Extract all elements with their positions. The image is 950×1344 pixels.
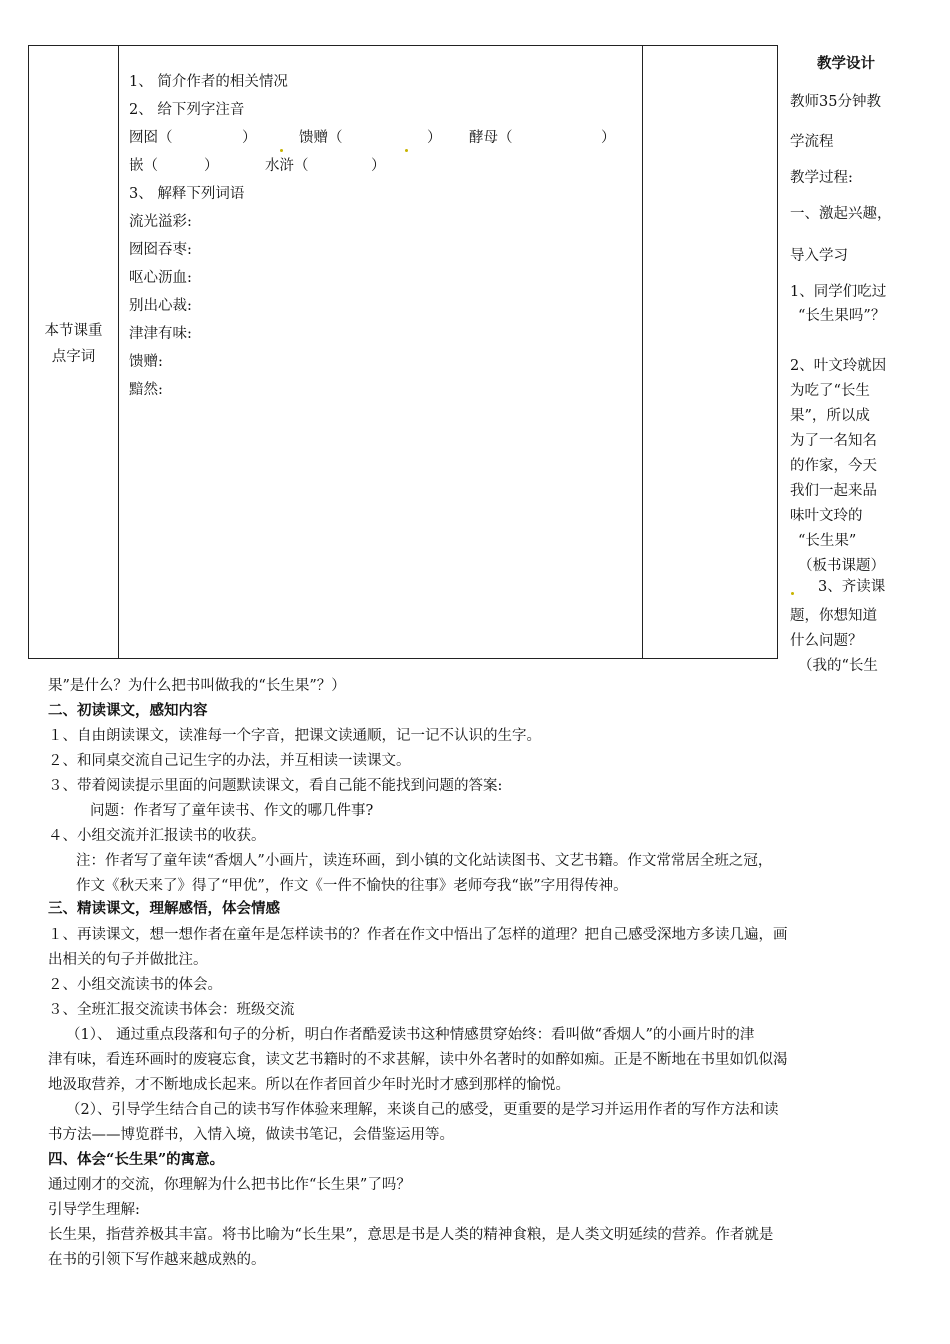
body-line: 长生果，指营养极其丰富。将书比喻为“长生果”，意思是书是人类的精神食粮，是人类文明延续的营养。作者就是 [48, 1227, 774, 1243]
side-line: （我的“长生 [798, 658, 878, 674]
side-line: 为吃了“长生 [790, 383, 870, 399]
side-line: “长生果” [798, 533, 857, 549]
key-words-label: 本节课重 点字词 [44, 323, 103, 365]
table-divider-1 [118, 46, 119, 658]
task-explain-words: 3、 解释下列词语 [129, 186, 245, 202]
side-line: 果”，所以成 [790, 408, 870, 424]
body-line: （1）、 通过重点段落和句子的分析，明白作者酷爱读书这种情感贯穿始终：看叫做“香烟人”的小画片时的津 [66, 1027, 755, 1043]
task-author-intro: 1、 简介作者的相关情况 [129, 74, 288, 90]
word-item: 呕心沥血: [129, 270, 192, 286]
body-line: 注：作者写了童年读“香烟人”小画片，读连环画，到小镇的文化站读图书、文艺书籍。作文常常居全班之冠， [76, 853, 773, 869]
side-line: 我们一起来品 [790, 483, 877, 499]
key-words-content [129, 68, 629, 404]
word-item: 别出心裁: [129, 298, 192, 314]
side-line: 1、同学们吃过 [790, 284, 887, 300]
section-heading-2: 二、初读课文，感知内容 [48, 702, 208, 719]
body-line: ４、小组交流并汇报读书的收获。 [48, 828, 266, 844]
side-line: 2、叶文玲就因 [790, 358, 887, 374]
table-divider-2 [642, 46, 643, 658]
side-line: “长生果吗”？ [798, 308, 886, 324]
side-line: 教学过程: [790, 170, 853, 186]
side-line: 味叶文玲的 [790, 508, 863, 524]
body-line: １、再读课文，想一想作者在童年是怎样读书的？作者在作文中悟出了怎样的道理？把自己感受深地方多读几遍，画 [48, 927, 788, 943]
side-line: （板书课题） [798, 558, 885, 574]
side-line: 的作家，今天 [790, 458, 877, 474]
mark-dot [279, 124, 284, 152]
side-line: 一、激起兴趣， [790, 206, 892, 222]
body-line: ３、带着阅读提示里面的问题默读课文，看自己能不能找到问题的答案: [48, 778, 503, 794]
word-item: 黯然: [129, 382, 163, 398]
teaching-design-title: 教学设计 [817, 55, 875, 72]
side-line: 学流程 [790, 134, 834, 150]
side-line: 3、齐读课 [818, 579, 886, 595]
section-heading-3: 三、精读课文，理解感悟，体会情感 [48, 900, 280, 917]
body-line: 书方法——博览群书，入情入境，做读书笔记，会借鉴运用等。 [48, 1127, 454, 1143]
body-line: （2）、引导学生结合自己的读书写作体验来理解，来谈自己的感受，更重要的是学习并运用作者的写作方法和读 [66, 1102, 779, 1118]
mark-dot [790, 579, 795, 595]
body-line: 作文《秋天来了》得了“甲优”，作文《一件不愉快的往事》老师夸我“嵌”字用得传神。 [76, 878, 628, 894]
side-line: 教师35分钟教 [790, 94, 881, 110]
body-line: ２、和同桌交流自己记生字的办法，并互相读一读课文。 [48, 753, 411, 769]
word-item: 囫囵吞枣: [129, 242, 192, 258]
body-line: 出相关的句子并做批注。 [48, 952, 208, 968]
body-line: 问题：作者写了童年读书、作文的哪几件事? [90, 803, 374, 819]
body-line: 果”是什么？为什么把书叫做我的“长生果”？） [48, 678, 346, 694]
lesson-table [28, 45, 778, 659]
word-item: 津津有味: [129, 326, 192, 342]
side-line: 题，你想知道 [790, 608, 877, 624]
body-line: ２、小组交流读书的体会。 [48, 977, 222, 993]
body-line: 地汲取营养，才不断地成长起来。所以在作者回首少年时光时才感到那样的愉悦。 [48, 1077, 570, 1093]
body-line: 通过刚才的交流，你理解为什么把书比作“长生果”了吗？ [48, 1177, 411, 1193]
side-line: 什么问题？ [790, 633, 863, 649]
body-line: １、自由朗读课文，读准每一个字音，把课文读通顺，记一记不认识的生字。 [48, 728, 541, 744]
side-line: 为了一名知名 [790, 433, 877, 449]
body-line: 津有味，看连环画时的废寝忘食，读文艺书籍时的不求甚解，读中外名著时的如醉如痴。正是不断地在书里如饥似渴 [48, 1052, 788, 1068]
word-item: 流光溢彩: [129, 214, 192, 230]
pinyin-row-1: 囫囵（ ） 馈赠（ ） 酵母（ ） [129, 124, 629, 152]
section-heading-4: 四、体会“长生果”的寓意。 [48, 1151, 225, 1168]
side-line: 导入学习 [790, 248, 848, 264]
task-pinyin: 2、 给下列字注音 [129, 102, 245, 118]
word-item: 馈赠: [129, 354, 163, 370]
pinyin-row-2: 嵌（ ） 水浒（ ） [129, 158, 386, 174]
body-line: ３、全班汇报交流读书体会：班级交流 [48, 1002, 295, 1018]
mark-dot [404, 124, 409, 152]
body-line: 引导学生理解: [48, 1202, 140, 1218]
body-line: 在书的引领下写作越来越成熟的。 [48, 1252, 266, 1268]
